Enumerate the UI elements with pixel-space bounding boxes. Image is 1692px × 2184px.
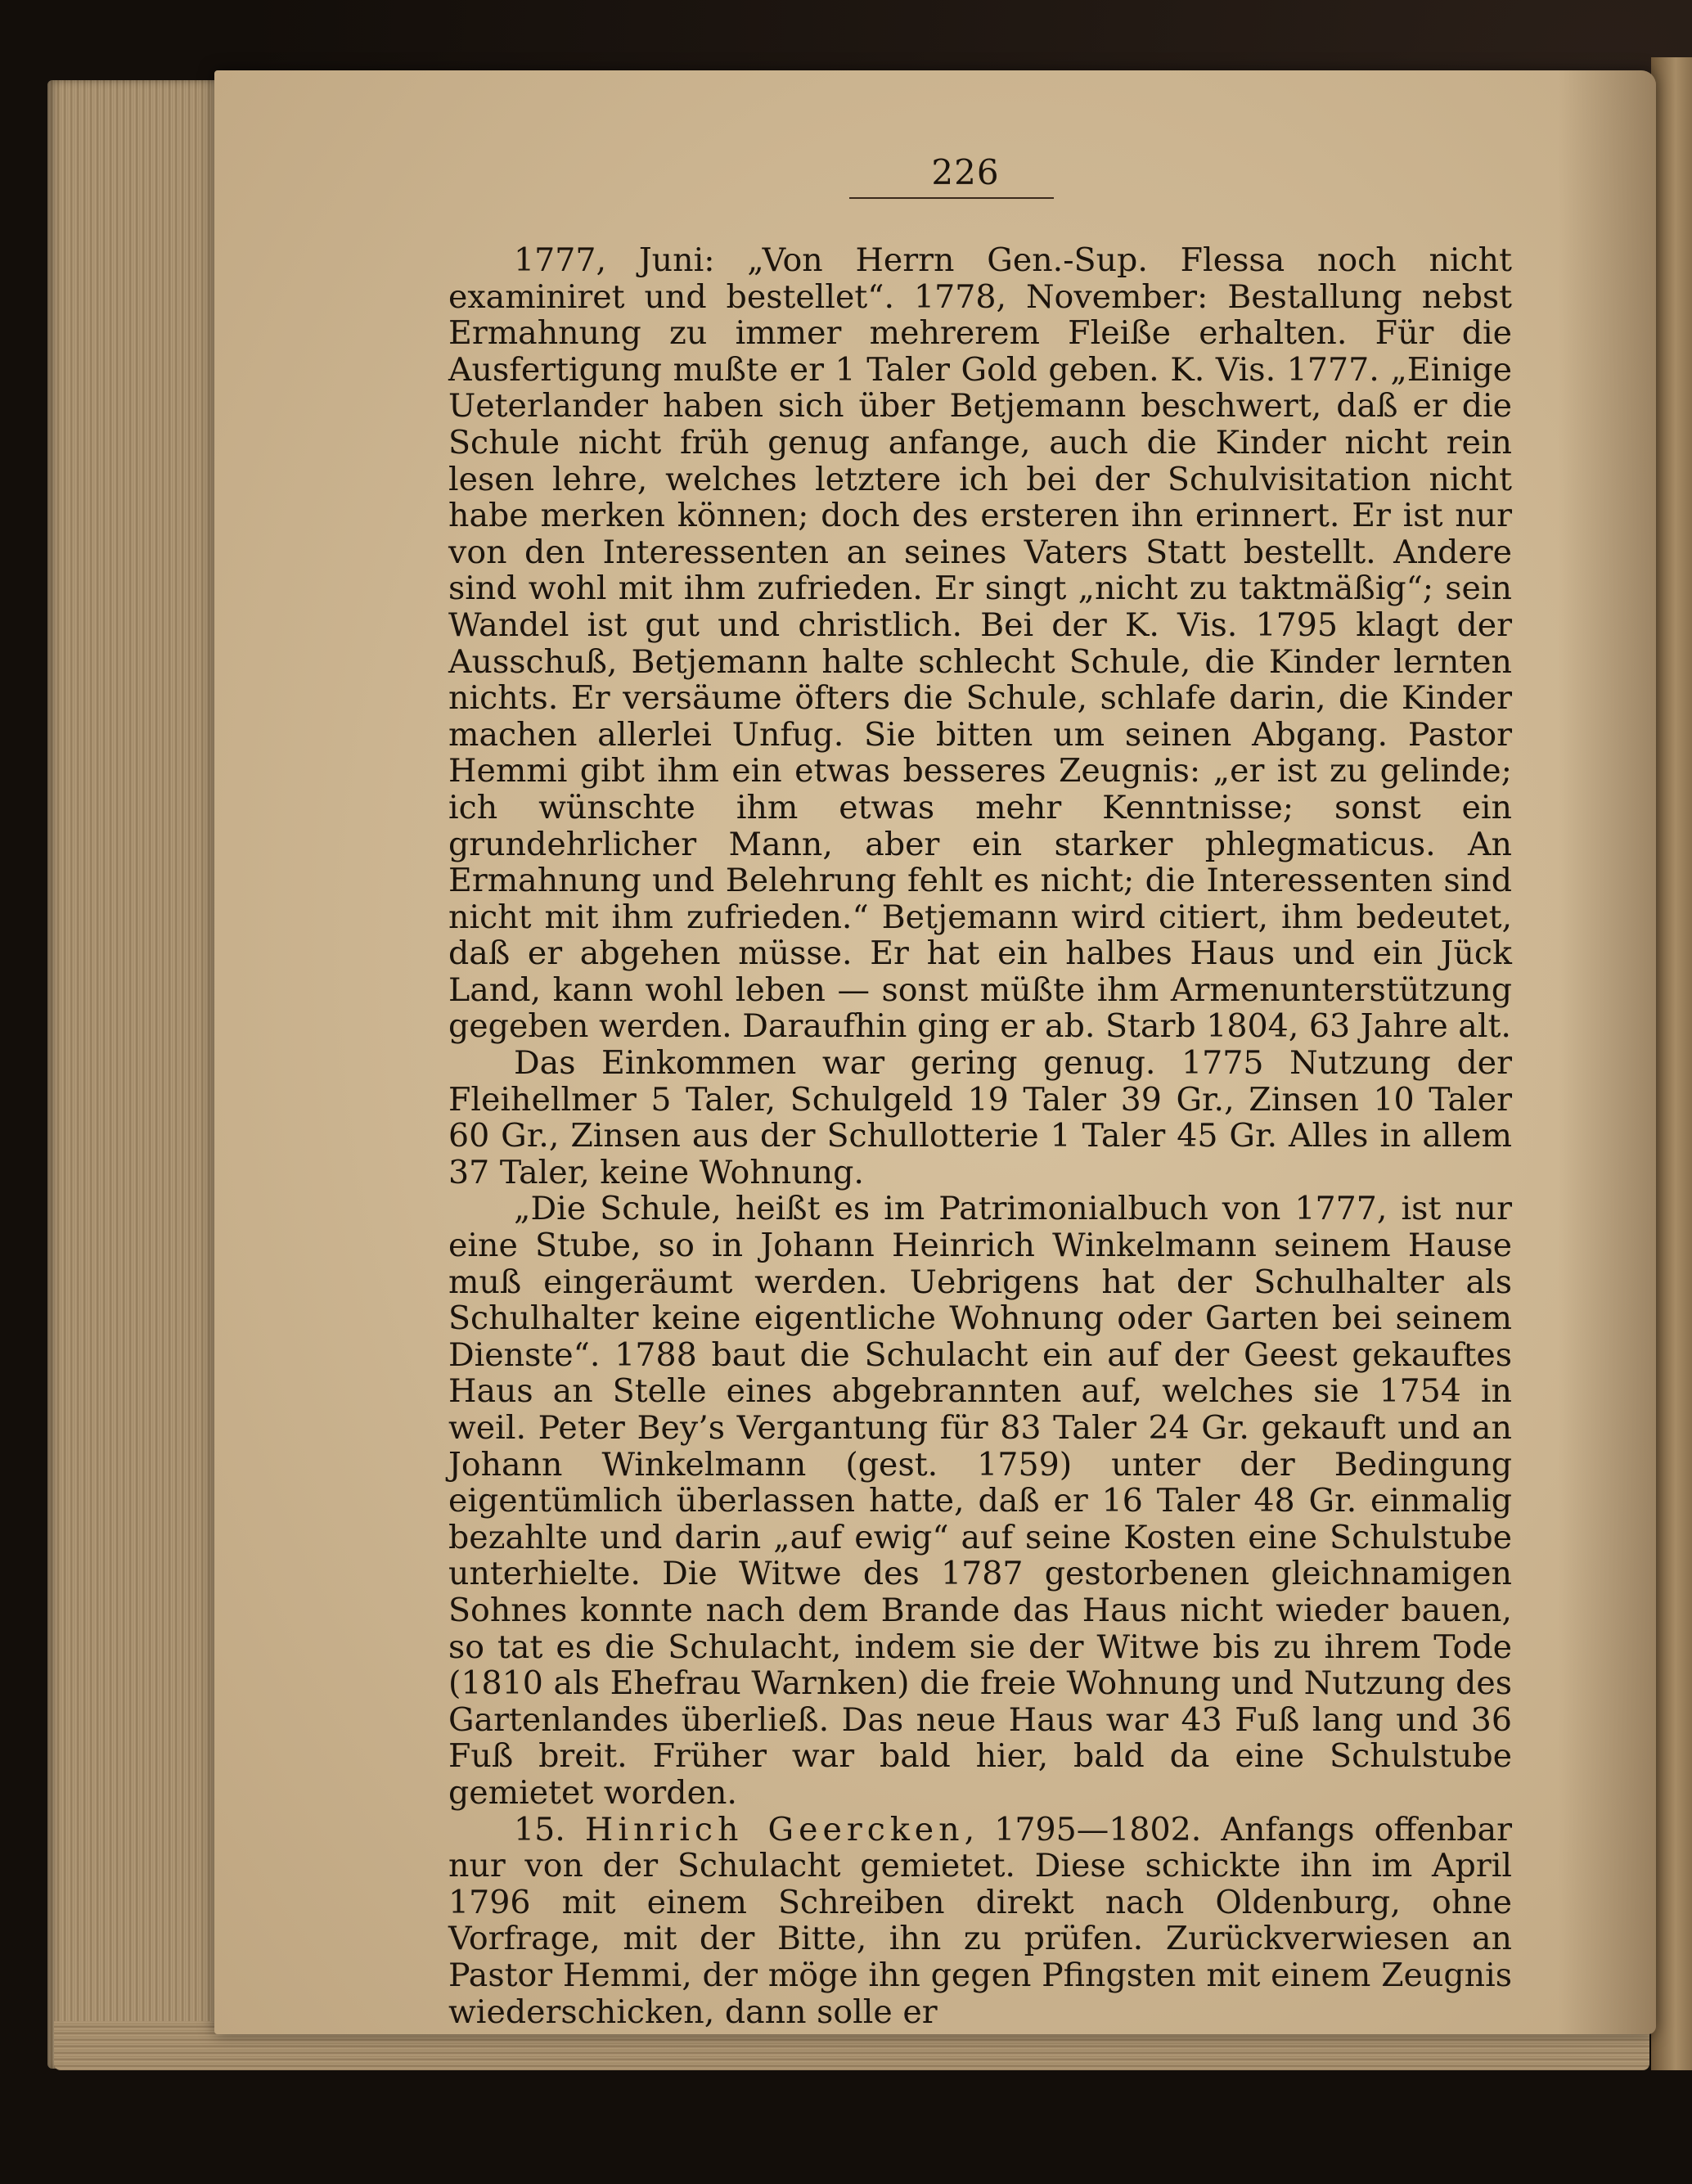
page-number: 226 <box>931 152 1000 192</box>
paragraph-4-text: , 1795—1802. Anfangs offenbar nur von der Schulacht gemietet. Diese schickte ihn im April 1796 mit einem Schreiben direkt nach Oldenburg, ohne Vorfrage, mit der Bitte, ihn zu prüfen. Zurückverwiesen an Pastor Hemmi, der möge ihn gegen Pfingsten mit einem Zeugnis wiederschicken, dann solle er <box>448 1810 1512 2031</box>
page-body <box>448 242 1512 2030</box>
paragraph-4 <box>448 1812 1512 2031</box>
page-gutter-shadow <box>1558 70 1656 2034</box>
paragraph-2: Das Einkommen war gering genug. 1775 Nutzung der Fleihellmer 5 Taler, Schulgeld 19 Taler 39 Gr., Zinsen 10 Taler 60 Gr., Zinsen aus der Schullotterie 1 Taler 45 Gr. Alles in allem 37 Taler, keine Wohnung. <box>448 1044 1512 1191</box>
facing-page-edge <box>1651 57 1692 2070</box>
header-rule <box>849 197 1054 199</box>
page-edges <box>47 80 236 2069</box>
person-name: Hinrich Geercken <box>584 1810 965 1849</box>
paragraph-1: 1777, Juni: „Von Herrn Gen.-Sup. Flessa noch nicht examiniret und bestellet“. 1778, November: Bestallung nebst Ermahnung zu immer mehrerem Fleiße erhalten. Für die Ausfertigung mußte er 1 Taler Gold geben. K. Vis. 1777. „Einige Ueterlander haben sich über Betjemann beschwert, daß er die Schule nicht früh genug anfange, auch die Kinder nicht rein lesen lehre, welches letztere ich bei der Schulvisitation nicht habe merken können; doch des ersteren ihn erinnert. Er ist nur von den Interessenten an seines Vaters Statt bestellt. Andere sind wohl mit ihm zufrieden. Er singt „nicht zu taktmäßig“; sein Wandel ist gut und christlich. Bei der K. Vis. 1795 klagt der Ausschuß, Betjemann halte schlecht Schule, die Kinder lernten nichts. Er versäume öfters die Schule, schlafe darin, die Kinder machen allerlei Unfug. Sie bitten um seinen Abgang. Pastor Hemmi gibt ihm ein etwas besseres Zeugnis: „er ist zu gelinde; ich wünschte ihm etwas mehr Kenntnisse; sonst ein grundehrlicher Mann, aber ein starker phlegmaticus. An Ermahnung und Belehrung fehlt es nicht; die Interessenten sind nicht mit ihm zufrieden.“ Betjemann wird citiert, ihm bedeutet, daß er abgehen müsse. Er hat ein halbes Haus und ein Jück Land, kann wohl leben — sonst müßte ihm Armenunterstützung gegeben werden. Daraufhin ging er ab. Starb 1804, 63 Jahre alt. <box>448 241 1512 1046</box>
paragraph-3: „Die Schule, heißt es im Patrimonialbuch von 1777, ist nur eine Stube, so in Johann Heinrich Winkelmann seinem Hause muß eingeräumt werden. Uebrigens hat der Schulhalter als Schulhalter keine eigentliche Wohnung oder Garten bei seinem Dienste“. 1788 baut die Schulacht ein auf der Geest gekauftes Haus an Stelle eines abgebrannten auf, welches sie 1754 in weil. Peter Bey’s Vergantung für 83 Taler 24 Gr. gekauft und an Johann Winkelmann (gest. 1759) unter der Bedingung eigentümlich überlassen hatte, daß er 16 Taler 48 Gr. einmalig bezahlte und darin „auf ewig“ auf seine Kosten eine Schulstube unterhielte. Die Witwe des 1787 gestorbenen gleichnamigen Sohnes konnte nach dem Brande das Haus nicht wieder bauen, so tat es die Schulacht, indem sie der Witwe bis zu ihrem Tode (1810 als Ehefrau Warnken) die freie Wohnung und Nutzung des Gartenlandes überließ. Das neue Haus war 43 Fuß lang und 36 Fuß breit. Früher war bald hier, bald da eine Schulstube gemietet worden. <box>448 1190 1512 1812</box>
entry-number: 15. <box>514 1810 585 1849</box>
